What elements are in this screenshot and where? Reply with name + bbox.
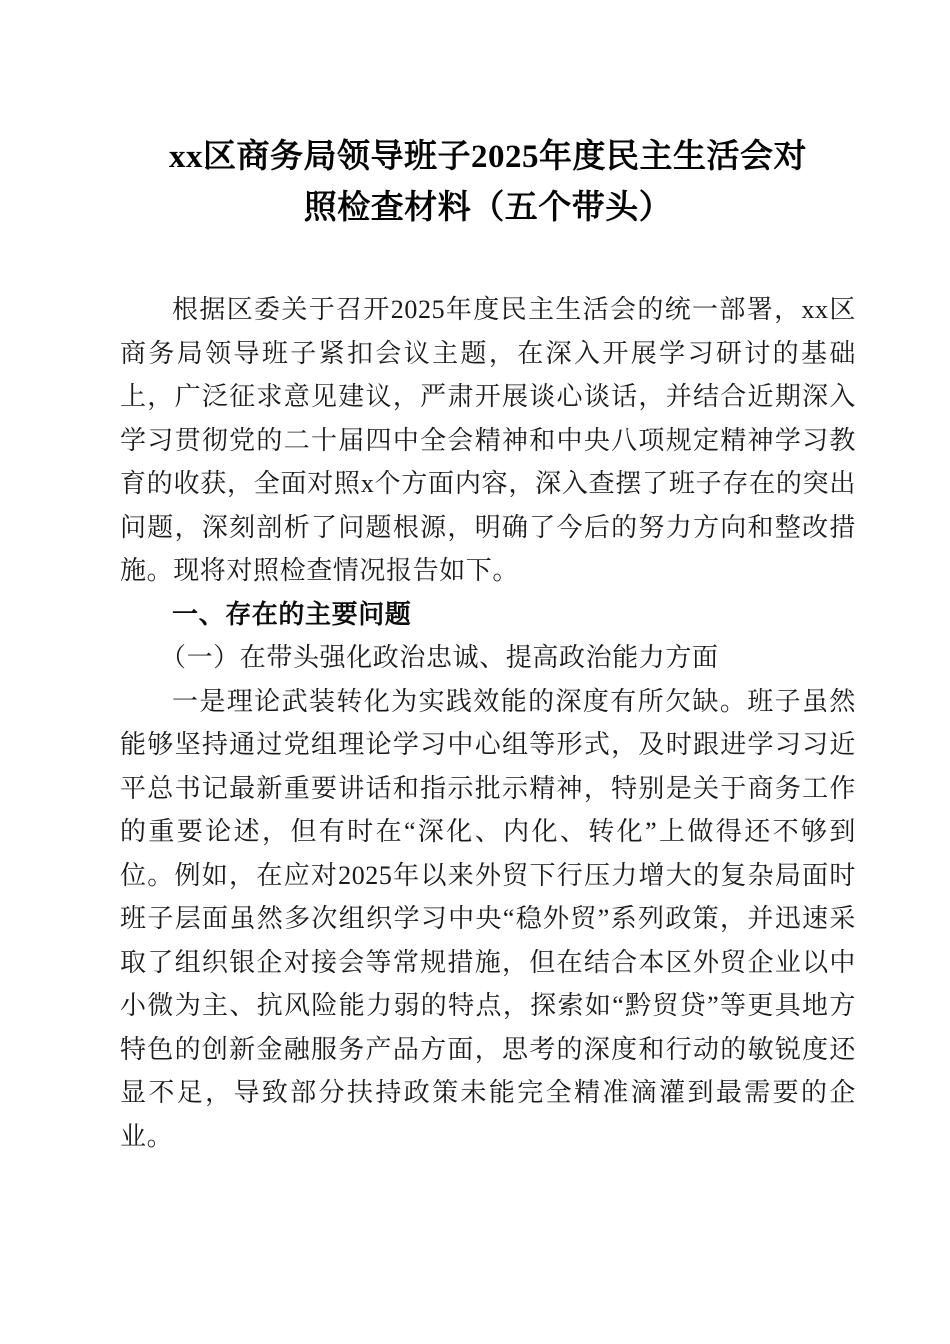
subsection-heading-one: （一）在带头强化政治忠诚、提高政治能力方面 xyxy=(160,643,719,672)
page-title-line-1: xx区商务局领导班子2025年度民主生活会对 xyxy=(169,139,807,175)
page-title-line-2: 照检查材料（五个带头） xyxy=(303,190,673,226)
document-body xyxy=(120,288,856,1158)
page-title xyxy=(120,0,856,234)
page-content xyxy=(120,0,856,1158)
section-heading-one: 一、存在的主要问题 xyxy=(172,598,412,629)
intro-paragraph: 根据区委关于召开2025年度民主生活会的统一部署，xx区商务局领导班子紧扣会议主题，在深入开展学习研讨的基础上，广泛征求意见建议，严肃开展谈心谈话，并结合近期深入学习贯彻党的二十届四中全会精神和中央八项规定精神学习教育的收获，全面对照x个方面内容，深入查摆了班子存在的突出问题，深刻剖析了问题根源，明确了今后的努力方向和整改措施。现将对照检查情况报告如下。 xyxy=(120,295,856,585)
issue-paragraph-one: 一是理论武装转化为实践效能的深度有所欠缺。班子虽然能够坚持通过党组理论学习中心组等形式，及时跟进学习习近平总书记最新重要讲话和指示批示精神，特别是关于商务工作的重要论述，但有时在“深化、内化、转化”上做得还不够到位。例如，在应对2025年以来外贸下行压力增大的复杂局面时班子层面虽然多次组织学习中央“稳外贸”系列政策，并迅速采取了组织银企对接会等常规措施，但在结合本区外贸企业以中小微为主、抗风险能力弱的特点，探索如“黔贸贷”等更具地方特色的创新金融服务产品方面，思考的深度和行动的敏锐度还显不足，导致部分扶持政策未能完全精准滴灌到最需要的企业。 xyxy=(120,686,856,1151)
